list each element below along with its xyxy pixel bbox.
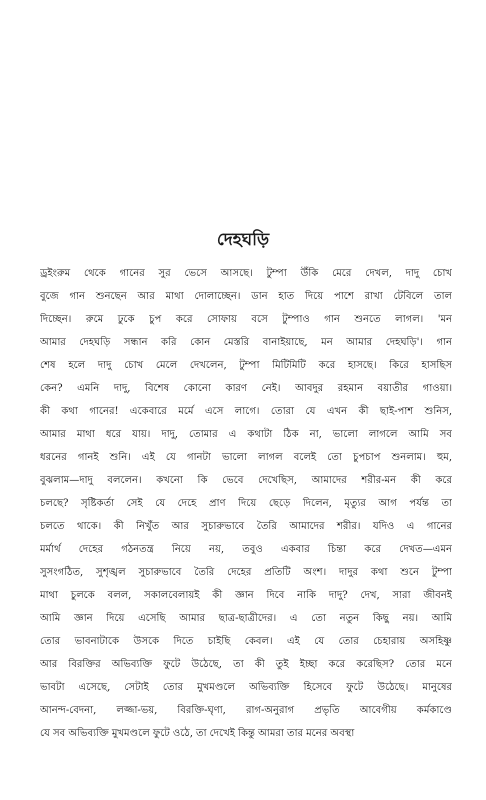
chapter-title: দেহঘড়ি [216, 230, 270, 250]
text-line: বুজে গান শুনছেন আর মাথা দোলাচ্ছেন। ডান হাত দিয়ে পাশে রাখা টেবিলে তাল [40, 291, 452, 302]
text-line: তোর ভাবনাটাকে উসকে দিতে চাইছি কেবল। এই যে তোর চেহারায় অসহিষ্ণু [40, 636, 452, 647]
text-line: মর্মার্থ দেহের গঠনতন্ত্র নিয়ে নয়, তবুও একবার চিন্তা করে দেখত—এমন [40, 544, 452, 555]
text-line: চলছে? সৃষ্টিকর্তা সেই যে দেহে প্রাণ দিয়ে ছেড়ে দিলেন, মৃত্যুর আগ পর্যন্ত তা [40, 498, 452, 509]
text-line: আমার মাথা ধরে যায়। দাদু, তোমার এ কথাটা ঠিক না, ভালো লাগলে আমি সব [40, 429, 452, 440]
text-line: মাথা চুলকে বলল, সকালবেলায়ই কী জ্ঞান দিবে নাকি দাদু? দেখ, সারা জীবনই [40, 590, 452, 601]
text-line: আমি জ্ঞান দিয়ে এসেছি আমার ছাত্র-ছাত্রীদের। এ তো নতুন কিছু নয়। আমি [40, 613, 452, 624]
text-line: আমার দেহঘড়ি সন্ধান করি কোন মেস্তরি বানাইয়াছে, মন আমার দেহঘড়ি'। গান [40, 337, 452, 348]
text-line: কী কথা গানের! একেবারে মর্মে এসে লাগে। তোরা যে এখন কী ছাই-পাশ শুনিস, [40, 406, 452, 417]
text-line: বুঝলাম—দাদু বললেন। কখনো কি ভেবে দেখেছিস, আমাদের শরীর-মন কী করে [40, 475, 452, 486]
chapter-body [40, 262, 452, 745]
text-line: ভাবটা এসেছে, সেটাই তোর মুখমণ্ডলে অভিব্যক্তি হিসেবে ফুটে উঠেছে। মানুষের [40, 682, 452, 693]
text-line: ধরনের গানই শুনি। এই যে গানটা ভালো লাগল বলেই তো চুপচাপ শুনলাম। হুম, [40, 452, 452, 463]
text-line: ড্রইংরুম থেকে গানের সুর ভেসে আসছে। টুম্পা উঁকি মেরে দেখল, দাদু চোখ [40, 268, 452, 279]
text-line: চলতে থাকে। কী নিখুঁত আর সুচারুভাবে তৈরি আমাদের শরীর। যদিও এ গানের [40, 521, 452, 532]
text-line: আর বিরক্তির অভিব্যক্তি ফুটে উঠেছে, তা কী তুই ইচ্ছা করে করেছিস? তোর মনে [40, 659, 452, 670]
text-line: সুসংগঠিত, সুশৃঙ্খল সুচারুভাবে তৈরি দেহের প্রতিটি অংশ। দাদুর কথা শুনে টুম্পা [40, 567, 452, 578]
text-line: শেষ হলে দাদু চোখ মেলে দেখলেন, টুম্পা মিটিমিটি করে হাসছে। কিরে হাসছিস [40, 360, 452, 371]
text-line: যে সব অভিব্যক্তি মুখমণ্ডলে ফুটে ওঠে, তা দেখেই কিন্তু আমরা তার মনের অবস্থা [40, 728, 355, 739]
text-line: কেন? এমনি দাদু, বিশেষ কোনো কারণ নেই। আবদুর রহমান বয়াতীর গাওয়া। [40, 383, 452, 394]
text-line: আনন্দ-বেদনা, লজ্জা-ভয়, বিরক্তি-ঘৃণা, রাগ-অনুরাগ প্রভৃতি আবেগীয় কর্মকাণ্ডে [40, 705, 452, 716]
text-line: দিচ্ছেন। রুমে ঢুকে চুপ করে সোফায় বসে টুম্পাও গান শুনতে লাগল। 'মন [40, 314, 452, 325]
